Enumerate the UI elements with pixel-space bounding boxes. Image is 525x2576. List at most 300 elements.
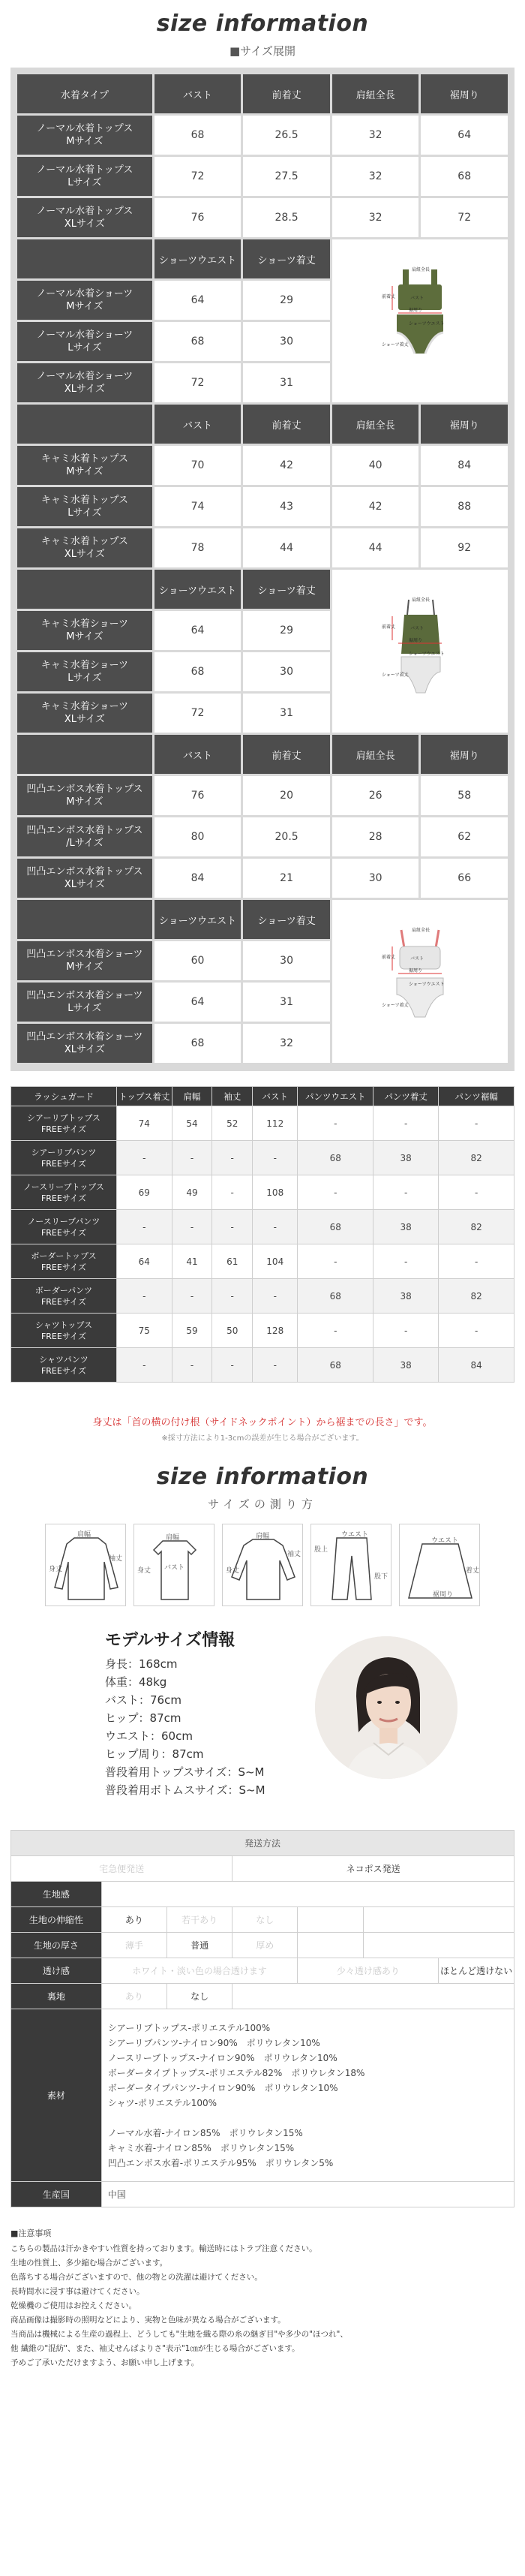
size-value: 29 <box>243 281 330 320</box>
row-label-line2: XLサイズ <box>64 384 105 395</box>
row-label-line1: シャツトップス <box>34 1320 92 1330</box>
detail-row-label: 透け感 <box>11 1958 102 1984</box>
shorts-column-header: ショーツ着丈 <box>243 900 330 939</box>
rash-value: - <box>253 1210 298 1244</box>
size-value: 76 <box>154 776 242 815</box>
shorts-column-header: ショーツ着丈 <box>243 239 330 278</box>
size-value: 30 <box>243 322 330 361</box>
row-label-line1: ノーマル水着ショーツ <box>36 371 134 382</box>
material-row-label: 素材 <box>11 2009 102 2182</box>
ship-option-selected: ネコポス発送 <box>232 1856 514 1882</box>
measure-label: 肩幅 <box>166 1534 180 1542</box>
diagram-label: 前着丈 <box>381 293 395 299</box>
rash-value: - <box>116 1279 172 1314</box>
rash-row <box>11 1106 514 1141</box>
rashguard-size-table <box>10 1086 514 1383</box>
rash-value: 38 <box>374 1279 439 1314</box>
rash-column-header: 肩幅 <box>172 1087 212 1106</box>
row-label-line2: Mサイズ <box>66 136 104 147</box>
rash-row-label <box>11 1314 117 1348</box>
row-label-line1: ボーダーパンツ <box>34 1285 93 1296</box>
note-line: 商品画像は撮影時の照明などにより、実物と色味が異なる場合がございます。 <box>10 2316 286 2325</box>
model-stat: 普段着用トップスサイズ：S~M <box>105 1765 265 1779</box>
rash-row-label <box>11 1106 117 1141</box>
diagram-label: ショーツウエスト <box>408 981 445 987</box>
model-stat: 身長：168cm <box>105 1657 178 1671</box>
origin-value: 中国 <box>101 2182 514 2207</box>
diagram-label: ショーツ着丈 <box>381 672 409 678</box>
size-value: 68 <box>154 652 242 691</box>
row-label-line1: ノーマル水着ショーツ <box>36 330 134 341</box>
row-label-line2: XLサイズ <box>64 218 105 230</box>
size-value: 32 <box>332 157 419 196</box>
row-label-line1: ボーダートップス <box>31 1250 97 1261</box>
size-row-label <box>17 776 152 815</box>
row-label-line1: 凹凸エンボス水着トップス <box>26 784 143 795</box>
row-label-line2: Mサイズ <box>66 466 104 477</box>
model-info-section <box>22 1627 502 1830</box>
note-line: 他 繊維の"混紡"、また、袖丈せんばよりさ"表示"1㎝が生じる場合がございます。 <box>10 2344 300 2353</box>
row-label-line2: Mサイズ <box>66 631 104 642</box>
rash-row <box>11 1175 514 1210</box>
blank-cell <box>232 1984 514 2009</box>
rash-value: 38 <box>374 1348 439 1383</box>
rash-value: 69 <box>116 1175 172 1210</box>
measurement-diagram <box>134 1524 214 1606</box>
rash-value: - <box>439 1106 514 1141</box>
size-column-header: 前着丈 <box>243 74 330 113</box>
rash-value: - <box>212 1348 253 1383</box>
rash-row <box>11 1244 514 1279</box>
size-row-label <box>17 528 152 567</box>
size-value: 84 <box>421 446 508 485</box>
size-header-spacer <box>17 239 152 278</box>
size-value: 29 <box>243 611 330 650</box>
measure-label: 袖丈 <box>109 1555 123 1563</box>
size-value: 74 <box>154 487 242 526</box>
size-column-header: 前着丈 <box>243 735 330 774</box>
row-label-line2: Lサイズ <box>68 507 102 519</box>
size-value: 72 <box>421 198 508 237</box>
material-line: ボーダータイプパンツ-ナイロン90% ポリウレタン10% <box>107 2082 338 2093</box>
size-column-header <box>17 735 152 774</box>
size-value: 68 <box>154 322 242 361</box>
rash-value: - <box>439 1314 514 1348</box>
size-column-header: 裾周り <box>421 74 508 113</box>
measure-subtitle: サイズの測り方 <box>208 1497 317 1511</box>
size-value: 72 <box>154 157 242 196</box>
size-row-label <box>17 198 152 237</box>
rash-row <box>11 1279 514 1314</box>
row-label-line2: FREEサイズ <box>40 1193 86 1203</box>
size-row <box>17 198 508 237</box>
row-label-line1: 凹凸エンボス水着ショーツ <box>26 1031 143 1043</box>
size-value: 70 <box>154 446 242 485</box>
material-line: シアーリブトップス-ポリエステル100% <box>107 2022 271 2033</box>
row-label-line1: 凹凸エンボス水着トップス <box>26 866 143 877</box>
rash-row-label <box>11 1175 117 1210</box>
size-value: 72 <box>154 694 242 733</box>
detail-row-label: 生地の伸縮性 <box>11 1907 102 1933</box>
diagram-label: 前着丈 <box>381 954 395 960</box>
material-feel-label: 生地感 <box>11 1882 102 1907</box>
row-label-line1: 凹凸エンボス水着ショーツ <box>26 949 143 960</box>
swimwear-size-table <box>10 68 514 1071</box>
diagram-label: 前着丈 <box>381 624 395 630</box>
size-value: 68 <box>154 116 242 155</box>
notes-section <box>10 2227 514 2370</box>
rash-value: - <box>253 1141 298 1175</box>
diagram-label: ショーツ着丈 <box>381 342 409 348</box>
measure-label: 裾周り <box>433 1591 454 1599</box>
size-value: 78 <box>154 528 242 567</box>
detail-row-label: 生地の厚さ <box>11 1933 102 1958</box>
diagram-label: 肩紐全長 <box>411 597 430 603</box>
detail-option <box>298 1933 363 1958</box>
model-portrait <box>315 1636 458 1779</box>
material-line: シャツ-ポリエステル100% <box>107 2097 218 2108</box>
row-label-line1: ノースリーブパンツ <box>27 1216 100 1226</box>
size-row-label <box>17 941 152 980</box>
material-list <box>101 2009 514 2182</box>
row-label-line2: /Lサイズ <box>66 838 104 849</box>
row-label-line2: Mサイズ <box>66 961 104 973</box>
swimsuit-diagram <box>379 265 461 378</box>
row-label-line1: 凹凸エンボス水着トップス <box>26 825 143 836</box>
model-stat: 体重：48kg <box>105 1675 167 1689</box>
row-label-line2: Lサイズ <box>68 1003 102 1014</box>
size-column-header <box>17 405 152 444</box>
material-line: ノースリーブトップス-ナイロン90% ポリウレタン10% <box>107 2052 338 2063</box>
rash-column-header: パンツ着丈 <box>374 1087 439 1106</box>
rash-row <box>11 1210 514 1244</box>
size-row-label <box>17 281 152 320</box>
size-value: 32 <box>332 116 419 155</box>
row-label-line1: ノーマル水着トップス <box>36 164 134 176</box>
length-definition-note: 身丈は「首の横の付け根（サイドネックポイント）から裾までの長さ」です。 <box>92 1417 433 1428</box>
detail-option <box>298 1907 363 1933</box>
size-value: 30 <box>243 652 330 691</box>
row-label-line1: キャミ水着ショーツ <box>40 701 128 712</box>
measure-label: 肩幅 <box>77 1531 92 1539</box>
rash-row <box>11 1348 514 1383</box>
rash-value: 49 <box>172 1175 212 1210</box>
swimsuit-image <box>332 900 508 1063</box>
diagram-label: バスト <box>410 295 424 301</box>
ship-option: 宅急便発送 <box>11 1856 232 1882</box>
size-value: 64 <box>154 281 242 320</box>
size-range-subtitle: ■サイズ展開 <box>230 44 296 58</box>
row-label-line2: XLサイズ <box>64 1044 105 1055</box>
size-value: 31 <box>243 694 330 733</box>
rash-value: 38 <box>374 1141 439 1175</box>
row-label-line1: ノーマル水着トップス <box>36 123 134 134</box>
rash-value: 82 <box>439 1210 514 1244</box>
blank-cell <box>363 1907 514 1933</box>
size-value: 76 <box>154 198 242 237</box>
measure-label: 股下 <box>374 1573 388 1581</box>
detail-option: 薄手 <box>101 1933 166 1958</box>
rash-value: - <box>253 1348 298 1383</box>
origin-label: 生産国 <box>11 2182 102 2207</box>
size-value: 44 <box>243 528 330 567</box>
rash-column-header: ラッシュガード <box>11 1087 117 1106</box>
size-column-header: 肩紐全長 <box>332 405 419 444</box>
material-line <box>108 2111 514 2126</box>
detail-option-selected: ほとんど透けない <box>439 1958 514 1984</box>
rash-value: - <box>212 1141 253 1175</box>
rash-value: - <box>172 1210 212 1244</box>
size-row-label <box>17 446 152 485</box>
row-label-line2: FREEサイズ <box>40 1158 86 1169</box>
model-info-title: モデルサイズ情報 <box>105 1631 236 1650</box>
size-row-label <box>17 611 152 650</box>
rash-value: - <box>253 1279 298 1314</box>
rash-value: - <box>298 1106 374 1141</box>
row-label-line2: XLサイズ <box>64 714 105 725</box>
row-label-line2: FREEサイズ <box>40 1227 86 1238</box>
rash-value: - <box>172 1348 212 1383</box>
row-label-line1: ノーマル水着トップス <box>36 206 134 217</box>
size-value: 26.5 <box>243 116 330 155</box>
rash-column-header: パンツウエスト <box>298 1087 374 1106</box>
rash-value: 59 <box>172 1314 212 1348</box>
rash-value: - <box>172 1279 212 1314</box>
model-stat: 普段着用ボトムスサイズ：S~M <box>105 1783 266 1797</box>
size-row <box>17 776 508 815</box>
detail-option: なし <box>232 1907 298 1933</box>
size-row-label <box>17 363 152 402</box>
rash-value: 38 <box>374 1210 439 1244</box>
rash-column-header: 袖丈 <box>212 1087 253 1106</box>
row-label-line2: FREEサイズ <box>40 1331 86 1341</box>
row-label-line2: XLサイズ <box>64 879 105 890</box>
size-row-label <box>17 817 152 856</box>
measure-label: 股上 <box>314 1546 328 1554</box>
size-header-spacer <box>17 900 152 939</box>
row-label-line1: キャミ水着ショーツ <box>40 660 128 671</box>
detail-option: 少々透け感あり <box>298 1958 439 1984</box>
size-row <box>17 528 508 567</box>
row-label-line1: ノーマル水着ショーツ <box>36 288 134 299</box>
measurement-diagram <box>399 1524 480 1606</box>
rash-value: 108 <box>253 1175 298 1210</box>
size-value: 62 <box>421 817 508 856</box>
size-value: 42 <box>332 487 419 526</box>
swimsuit-diagram <box>379 925 461 1038</box>
size-value: 28.5 <box>243 198 330 237</box>
detail-row <box>11 1984 514 2009</box>
size-value: 58 <box>421 776 508 815</box>
measure-label: 身丈 <box>137 1567 152 1575</box>
detail-row <box>11 1907 514 1933</box>
rash-value: 75 <box>116 1314 172 1348</box>
rash-value: 104 <box>253 1244 298 1279</box>
size-value: 64 <box>421 116 508 155</box>
diagram-label: ショーツウエスト <box>408 320 445 327</box>
shorts-column-header: ショーツウエスト <box>154 239 242 278</box>
diagram-label: 肩紐全長 <box>411 266 430 272</box>
size-column-header: 裾周り <box>421 405 508 444</box>
row-label-line2: Lサイズ <box>68 177 102 188</box>
size-row-label <box>17 694 152 733</box>
size-header-spacer <box>17 570 152 609</box>
size-value: 43 <box>243 487 330 526</box>
rash-value: - <box>374 1106 439 1141</box>
size-column-header: 肩紐全長 <box>332 74 419 113</box>
size-row <box>17 859 508 898</box>
rash-value: - <box>116 1210 172 1244</box>
row-label-line2: Mサイズ <box>66 796 104 808</box>
rash-row-label <box>11 1348 117 1383</box>
detail-option: あり <box>101 1984 166 2009</box>
row-label-line1: シアーリブパンツ <box>31 1147 97 1157</box>
size-row-label <box>17 1024 152 1063</box>
rash-value: 74 <box>116 1106 172 1141</box>
measurement-diagrams <box>0 1524 525 1606</box>
row-label-line1: キャミ水着トップス <box>40 453 128 465</box>
row-label-line2: FREEサイズ <box>40 1365 86 1376</box>
size-value: 20.5 <box>243 817 330 856</box>
measure-label: 袖丈 <box>287 1551 302 1558</box>
rash-row-label <box>11 1141 117 1175</box>
size-column-header: バスト <box>154 735 242 774</box>
notes-heading: ■注意事項 <box>10 2228 52 2238</box>
size-value: 72 <box>154 363 242 402</box>
measure-label: ウエスト <box>431 1537 459 1545</box>
row-label-line1: ノースリーブトップス <box>23 1181 104 1192</box>
size-row <box>17 487 508 526</box>
rash-value: 68 <box>298 1141 374 1175</box>
diagram-label: 裾周り <box>408 968 422 974</box>
size-value: 30 <box>243 941 330 980</box>
rash-column-header: バスト <box>253 1087 298 1106</box>
ship-method-header: 発送方法 <box>11 1831 514 1856</box>
model-stat: ウエスト：60cm <box>105 1729 193 1743</box>
shorts-column-header: ショーツ着丈 <box>243 570 330 609</box>
row-label-line1: シアーリブトップス <box>27 1112 100 1123</box>
row-label-line2: Lサイズ <box>68 673 102 684</box>
rash-value: 68 <box>298 1279 374 1314</box>
note-line: こちらの製品は汗かきやすい性質を持っております。輸送時にはトラブ注意ください。 <box>10 2244 317 2253</box>
size-column-header: バスト <box>154 405 242 444</box>
rash-value: 84 <box>439 1348 514 1383</box>
size-column-header: 裾周り <box>421 735 508 774</box>
rash-value: 50 <box>212 1314 253 1348</box>
size-row-label <box>17 157 152 196</box>
size-row-label <box>17 652 152 691</box>
size-value: 40 <box>332 446 419 485</box>
row-label-line1: シャツパンツ <box>39 1354 88 1365</box>
size-column-header: 水着タイプ <box>17 74 152 113</box>
row-label-line2: FREEサイズ <box>40 1124 86 1134</box>
rash-value: - <box>374 1244 439 1279</box>
detail-row <box>11 1933 514 1958</box>
size-value: 30 <box>332 859 419 898</box>
size-value: 66 <box>421 859 508 898</box>
size-row <box>17 446 508 485</box>
detail-row <box>11 1958 514 1984</box>
size-row-label <box>17 487 152 526</box>
row-label-line1: キャミ水着トップス <box>40 536 128 547</box>
size-value: 88 <box>421 487 508 526</box>
blank-cell <box>363 1933 514 1958</box>
material-line: ボーダータイプトップス-ポリエステル82% ポリウレタン18% <box>107 2067 365 2078</box>
size-row-label <box>17 116 152 155</box>
rash-value: 112 <box>253 1106 298 1141</box>
measurement-diagram <box>222 1524 303 1606</box>
material-line: 凹凸エンボス水着-ポリエステル95% ポリウレタン5% <box>107 2157 334 2168</box>
size-value: 27.5 <box>243 157 330 196</box>
rash-value: - <box>439 1244 514 1279</box>
detail-option-selected: 普通 <box>166 1933 232 1958</box>
size-value: 60 <box>154 941 242 980</box>
rash-value: - <box>439 1175 514 1210</box>
measure-label: 身丈 <box>226 1567 240 1575</box>
rash-value: 54 <box>172 1106 212 1141</box>
rash-value: 82 <box>439 1279 514 1314</box>
rash-value: - <box>212 1210 253 1244</box>
rash-value: - <box>212 1175 253 1210</box>
diagram-label: 裾周り <box>408 307 422 313</box>
measure-label: ウエスト <box>341 1531 369 1539</box>
measure-label: バスト <box>164 1564 185 1572</box>
diagram-label: 裾周り <box>408 637 422 643</box>
rash-value: - <box>116 1141 172 1175</box>
rash-value: - <box>298 1314 374 1348</box>
rash-value: - <box>298 1175 374 1210</box>
size-row-label <box>17 322 152 361</box>
size-value: 32 <box>243 1024 330 1063</box>
row-label-line1: キャミ水着ショーツ <box>40 618 128 630</box>
detail-option: 厚め <box>232 1933 298 1958</box>
row-label-line1: キャミ水着トップス <box>40 495 128 506</box>
rash-value: - <box>374 1175 439 1210</box>
rash-row-label <box>11 1210 117 1244</box>
size-column-header: バスト <box>154 74 242 113</box>
rash-row-label <box>11 1244 117 1279</box>
material-line: キャミ水着-ナイロン85% ポリウレタン15% <box>107 2142 295 2153</box>
size-value: 68 <box>154 1024 242 1063</box>
size-column-header: 肩紐全長 <box>332 735 419 774</box>
measurement-diagram <box>45 1524 126 1606</box>
rash-value: - <box>212 1279 253 1314</box>
measure-label: 身丈 <box>49 1566 63 1573</box>
size-value: 44 <box>332 528 419 567</box>
rash-value: - <box>298 1244 374 1279</box>
rash-value: 82 <box>439 1141 514 1175</box>
measure-label: 肩幅 <box>256 1533 270 1540</box>
size-value: 31 <box>243 363 330 402</box>
row-label-line1: 凹凸エンボス水着ショーツ <box>26 990 143 1001</box>
size-info-title: size information <box>156 11 369 37</box>
size-value: 20 <box>243 776 330 815</box>
size-row <box>17 116 508 155</box>
size-value: 32 <box>332 198 419 237</box>
rash-row <box>11 1141 514 1175</box>
row-label-line2: XLサイズ <box>64 549 105 560</box>
note-line: 生地の性質上、多少縮む場合がございます。 <box>10 2259 168 2268</box>
row-label-line2: FREEサイズ <box>40 1296 86 1307</box>
detail-row-label: 裏地 <box>11 1984 102 2009</box>
model-stat: ヒップ周り：87cm <box>105 1747 204 1761</box>
size-row-label <box>17 859 152 898</box>
size-value: 64 <box>154 983 242 1022</box>
material-line: シアーリブパンツ-ナイロン90% ポリウレタン10% <box>107 2037 320 2048</box>
rash-value: 64 <box>116 1244 172 1279</box>
size-value: 92 <box>421 528 508 567</box>
row-label-line2: FREEサイズ <box>40 1262 86 1272</box>
